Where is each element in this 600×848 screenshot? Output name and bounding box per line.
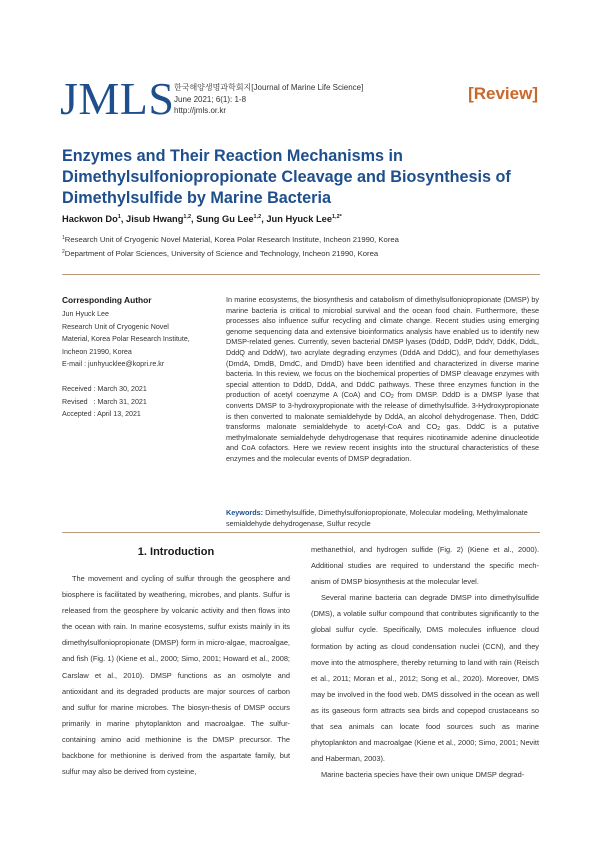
header-divider (62, 274, 540, 275)
corr-line: Material, Korea Polar Research Institute, (62, 335, 190, 344)
journal-issue: June 2021; 6(1): 1-8 (174, 94, 247, 104)
journal-name: 한국해양생명과학회지[Journal of Marine Life Science] (174, 83, 364, 92)
author-affil-sup: 1,2 (183, 214, 192, 220)
journal-logo: JMLS (60, 73, 175, 124)
author-list: Hackwon Do$^1$, Jisub Hwang$^{1,2}$, Sung Gu Lee$^{1,2}$, Jun Hyuck Lee$^{1,2*}$ (62, 214, 342, 224)
abstract-text: gas. DddC is a putative methylmalonate semialdehyde dehydrogenase that requires nicotinamide adenine dinucleotide and CoA cofactors. Here we review recent insights into the structural characteristics of these enzymes and the molecular events of DMSP degradation. (226, 422, 539, 463)
article-type-badge: [Review] (468, 84, 538, 103)
paragraph: Several marine bacteria can degrade DMSP into dimethylsulfide (DMS), a volatile sulfur compound that contributes significantly to the global sulfur cycle. Specifically, DMS molecules influence cloud formation by acting as cloud condensation nuclei (CCN), and they move into the atmosphere, thereby returning to land with rain (Reisch et al., 2011; Moran et al., 2012; Song et al., 2020). Moreover, DMS may be involved in the food web. DMS dissolved in the ocean as well as its gaseous form attracts sea birds and copepod crustaceans so that sea animals can locate food sources such as marine phytoplankton and macroalgae (Kiene et al., 2000; Simo, 2001; Nevitt and Haberman, 2003). (311, 593, 539, 764)
body-column-right (311, 542, 539, 783)
affiliation-sup: 1 (62, 235, 65, 241)
revised-date: Revised : March 31, 2021 (62, 397, 147, 406)
accepted-date: Accepted : April 13, 2021 (62, 410, 141, 419)
corr-line: Research Unit of Cryogenic Novel (62, 322, 169, 331)
abstract-text: from DMSP. DddD is a DMSP lyase that converts DMSP to 3-hydroxypropionate with the release of dimethylsulfide. 3-Hydroxypropionate is then converted to malonate semialdehyde by DddA, an alcohol dehydrogenase. Then, DddC transforms malonate semialdehyde to acetyl-CoA and CO (226, 390, 539, 432)
abstract (226, 295, 539, 465)
affiliation-1 (62, 235, 399, 244)
section-heading: 1. Introduction (137, 546, 215, 558)
affiliation-2 (62, 249, 378, 258)
author-name: Jun Hyuck Lee (266, 214, 332, 224)
corr-line: Incheon 21990, Korea (62, 347, 132, 356)
article-title: Enzymes and Their Reaction Mechanisms in Dimethylsulfoniopropionate Cleavage and Biosynthesis of Dimethylsulfide by Marine Bacteria (62, 147, 511, 207)
corresponding-author-block (62, 308, 190, 371)
article-dates (62, 383, 147, 421)
body-column-left (62, 571, 290, 780)
corr-email[interactable]: E-mail : junhyucklee@kopri.re.kr (62, 360, 165, 369)
paragraph: Marine bacteria species have their own unique DMSP degrad- (321, 770, 525, 780)
paragraph: methanethiol, and hydrogen sulfide (Fig. 2) (Kiene et al., 2000). Additional studies are required to understand the specific mech-anism of DMSP biosynthesis at the molecular level. (311, 545, 539, 587)
abstract-text: In marine ecosystems, the biosynthesis and catabolism of dimethylsulfoniopropionate (DMSP) by marine bacteria is critical to microbial survival and the ocean food chain. Furthermore, these processes also influence sulfur recycling and climate change. Recent studies using emerging genome sequencing data and extensive bioinformatics analysis have enabled us to identify new DMSP-related genes. Currently, seven bacterial DMSP lyases (DddD, DddP, DddY, DddK, DddL, DddQ and DddW), two acrylate degrading enzymes (DddA and DddC), and four demethylases (DmdA, DmdB, DmdC, and DmdD) have been identified and characterized in diverse marine bacteria. In this review, we focus on the biochemical properties of DMSP cleavage enzymes with special attention to DddD, DddA, and DddC pathways. These three enzymes function in the production of acetyl coenzyme A (CoA) and CO (226, 295, 539, 400)
keywords-label: Keywords: (226, 508, 264, 517)
author-affil-sup: 1,2 (253, 214, 262, 220)
affiliation-text: Research Unit of Cryogenic Novel Material, Korea Polar Research Institute, Incheon 21990, Korea (64, 235, 399, 244)
author-name: Sung Gu Lee (196, 214, 254, 224)
subscript: 2 (437, 426, 441, 433)
keywords-text: Dimethylsulfide, Dimethylsulfoniopropionate, Molecular modeling, Methylmalonate semialdehyde dehydrogenase, Sulfur recycle (226, 508, 528, 528)
received-date: Received : March 30, 2021 (62, 385, 147, 393)
corr-line: Jun Hyuck Lee (62, 310, 109, 318)
paragraph: The movement and cycling of sulfur through the geosphere and biosphere is facilitated by weathering, microbes, and plants. Sulfur is released from the geosphere by volcanic activity and then flows into the ocean with rain. In marine ecosystems, sulfur exists mainly in its dimethylsulfoniopropionate (DMSP) form in micro-algae, macroalgae, and fish (Fig. 1) (Kiene et al., 2000; Simo, 2001; Howard et al., 2008; Carslaw et al., 2010). DMSP functions as an osmolyte and antioxidant and its degraded products are major sources of carbon and sulfur for marine microbes. The biosyn-thesis of DMSP occurs primarily in marine phytoplankton and macroalgae. The sulfur-containing amino acid methionine is the DMSP precursor. The backbone for methionine is derived from the aspartate family, but sulfur may also be derived from cysteine, (62, 574, 290, 777)
author-name: Hackwon Do (62, 214, 118, 224)
author-affil-sup: 1 (117, 214, 121, 220)
author-name: Jisub Hwang (126, 214, 184, 224)
affiliation-sup: 2 (62, 249, 65, 255)
abstract-divider (62, 532, 540, 533)
corresponding-author-heading: Corresponding Author (62, 295, 152, 305)
author-affil-sup: 1,2* (332, 214, 342, 220)
keywords (226, 508, 539, 529)
journal-url[interactable]: http://jmls.or.kr (174, 106, 227, 115)
subscript: 2 (391, 394, 394, 401)
journal-info (174, 82, 363, 117)
affiliation-text: Department of Polar Sciences, University of Science and Technology, Incheon 21990, Korea (64, 249, 379, 258)
